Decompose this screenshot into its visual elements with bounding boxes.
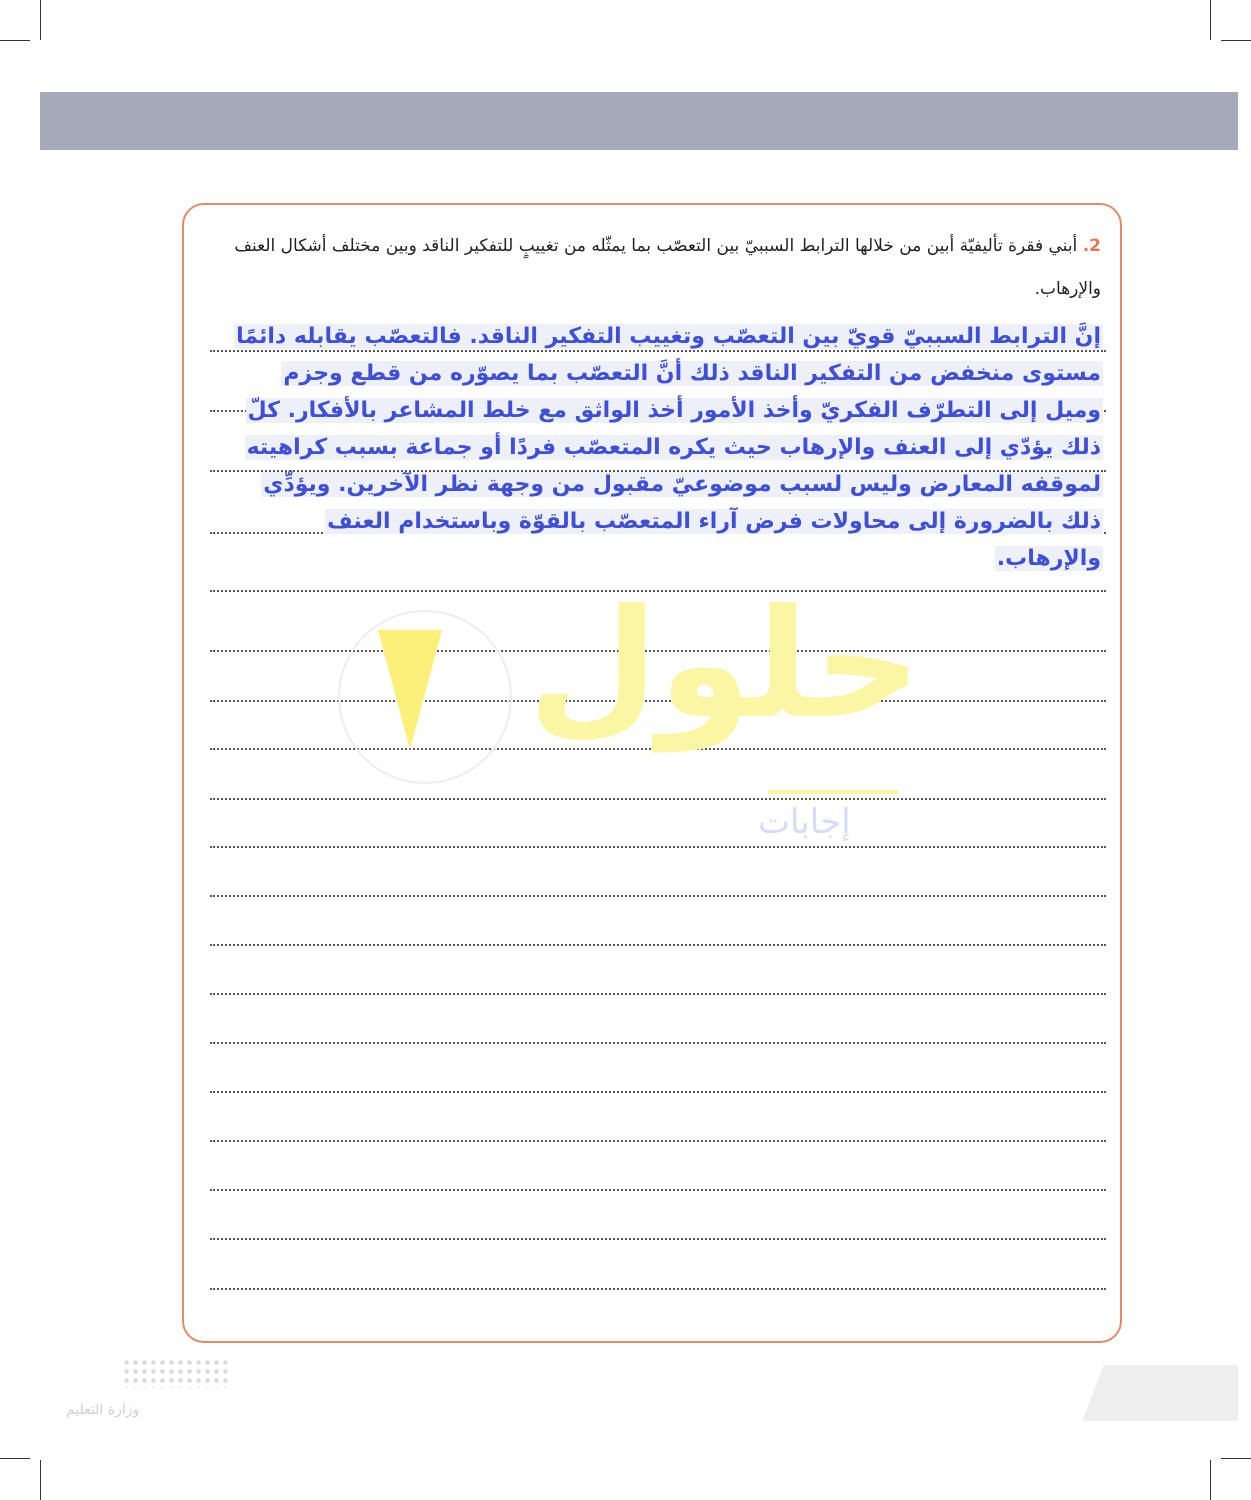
writing-line[interactable]	[210, 700, 1106, 702]
answer-paragraph	[222, 318, 1103, 577]
writing-line[interactable]	[210, 1189, 1106, 1191]
writing-line[interactable]	[210, 748, 1106, 750]
writing-line[interactable]	[210, 1042, 1106, 1044]
ministry-logo-text: وزارة التعليم	[66, 1402, 140, 1418]
ministry-logo-dots-icon	[122, 1358, 232, 1388]
writing-line[interactable]	[210, 798, 1106, 800]
writing-line[interactable]	[210, 590, 1106, 592]
watermark-logo: حلول	[528, 578, 922, 752]
answer-text: إنَّ الترابط السببيّ قويّ بين التعصّب وتغييب التفكير الناقد. فالتعصّب يقابله دائمًا مستوى منخفض من التفكير الناقد ذلك أنَّ التعصّب بما يصوّره من قطع وجزم وميل إلى التطرّف الفكريّ وأخذ الأمور أخذ الواثق مع خلط المشاعر بالأفكار. كلّ ذلك يؤدّي إلى العنف والإرهاب حيث يكره المتعصّب فردًا أو جماعة بسبب كراهيته لموقفه المعارض وليس لسبب موضوعيّ مقبول من وجهة نظر الآخرين. ويؤدِّي ذلك بالضرورة إلى محاولات فرض آراء المتعصّب بالقوّة وباستخدام العنف والإرهاب.	[236, 324, 1101, 571]
crop-mark	[40, 1460, 41, 1500]
question-text: أبني فقرة تأليفيّة أبين من خلالها الترابط السببيّ بين التعصّب بما يمثّله من تغييبٍ للتفكير الناقد وبين مختلف أشكال العنف والإرهاب.	[234, 236, 1101, 299]
ministry-logo	[66, 1358, 236, 1448]
writing-line[interactable]	[210, 1091, 1106, 1093]
writing-line[interactable]	[210, 1288, 1106, 1290]
writing-line[interactable]	[210, 846, 1106, 848]
writing-line[interactable]	[210, 944, 1106, 946]
page-number-tab	[1082, 1365, 1238, 1421]
watermark-subtitle: إجابات	[758, 802, 851, 842]
writing-line[interactable]	[210, 650, 1106, 652]
crop-mark	[40, 0, 41, 40]
writing-line[interactable]	[210, 895, 1106, 897]
writing-lines	[210, 0, 1106, 1500]
writing-line[interactable]	[210, 1140, 1106, 1142]
crop-mark	[1210, 1460, 1211, 1500]
crop-mark	[1210, 0, 1211, 40]
writing-line[interactable]	[210, 1238, 1106, 1240]
crop-mark	[1221, 40, 1251, 41]
crop-mark	[0, 1458, 30, 1459]
writing-line[interactable]	[210, 993, 1106, 995]
crop-mark	[1221, 1458, 1251, 1459]
question-number: 2.	[1082, 236, 1101, 256]
crop-mark	[0, 40, 30, 41]
